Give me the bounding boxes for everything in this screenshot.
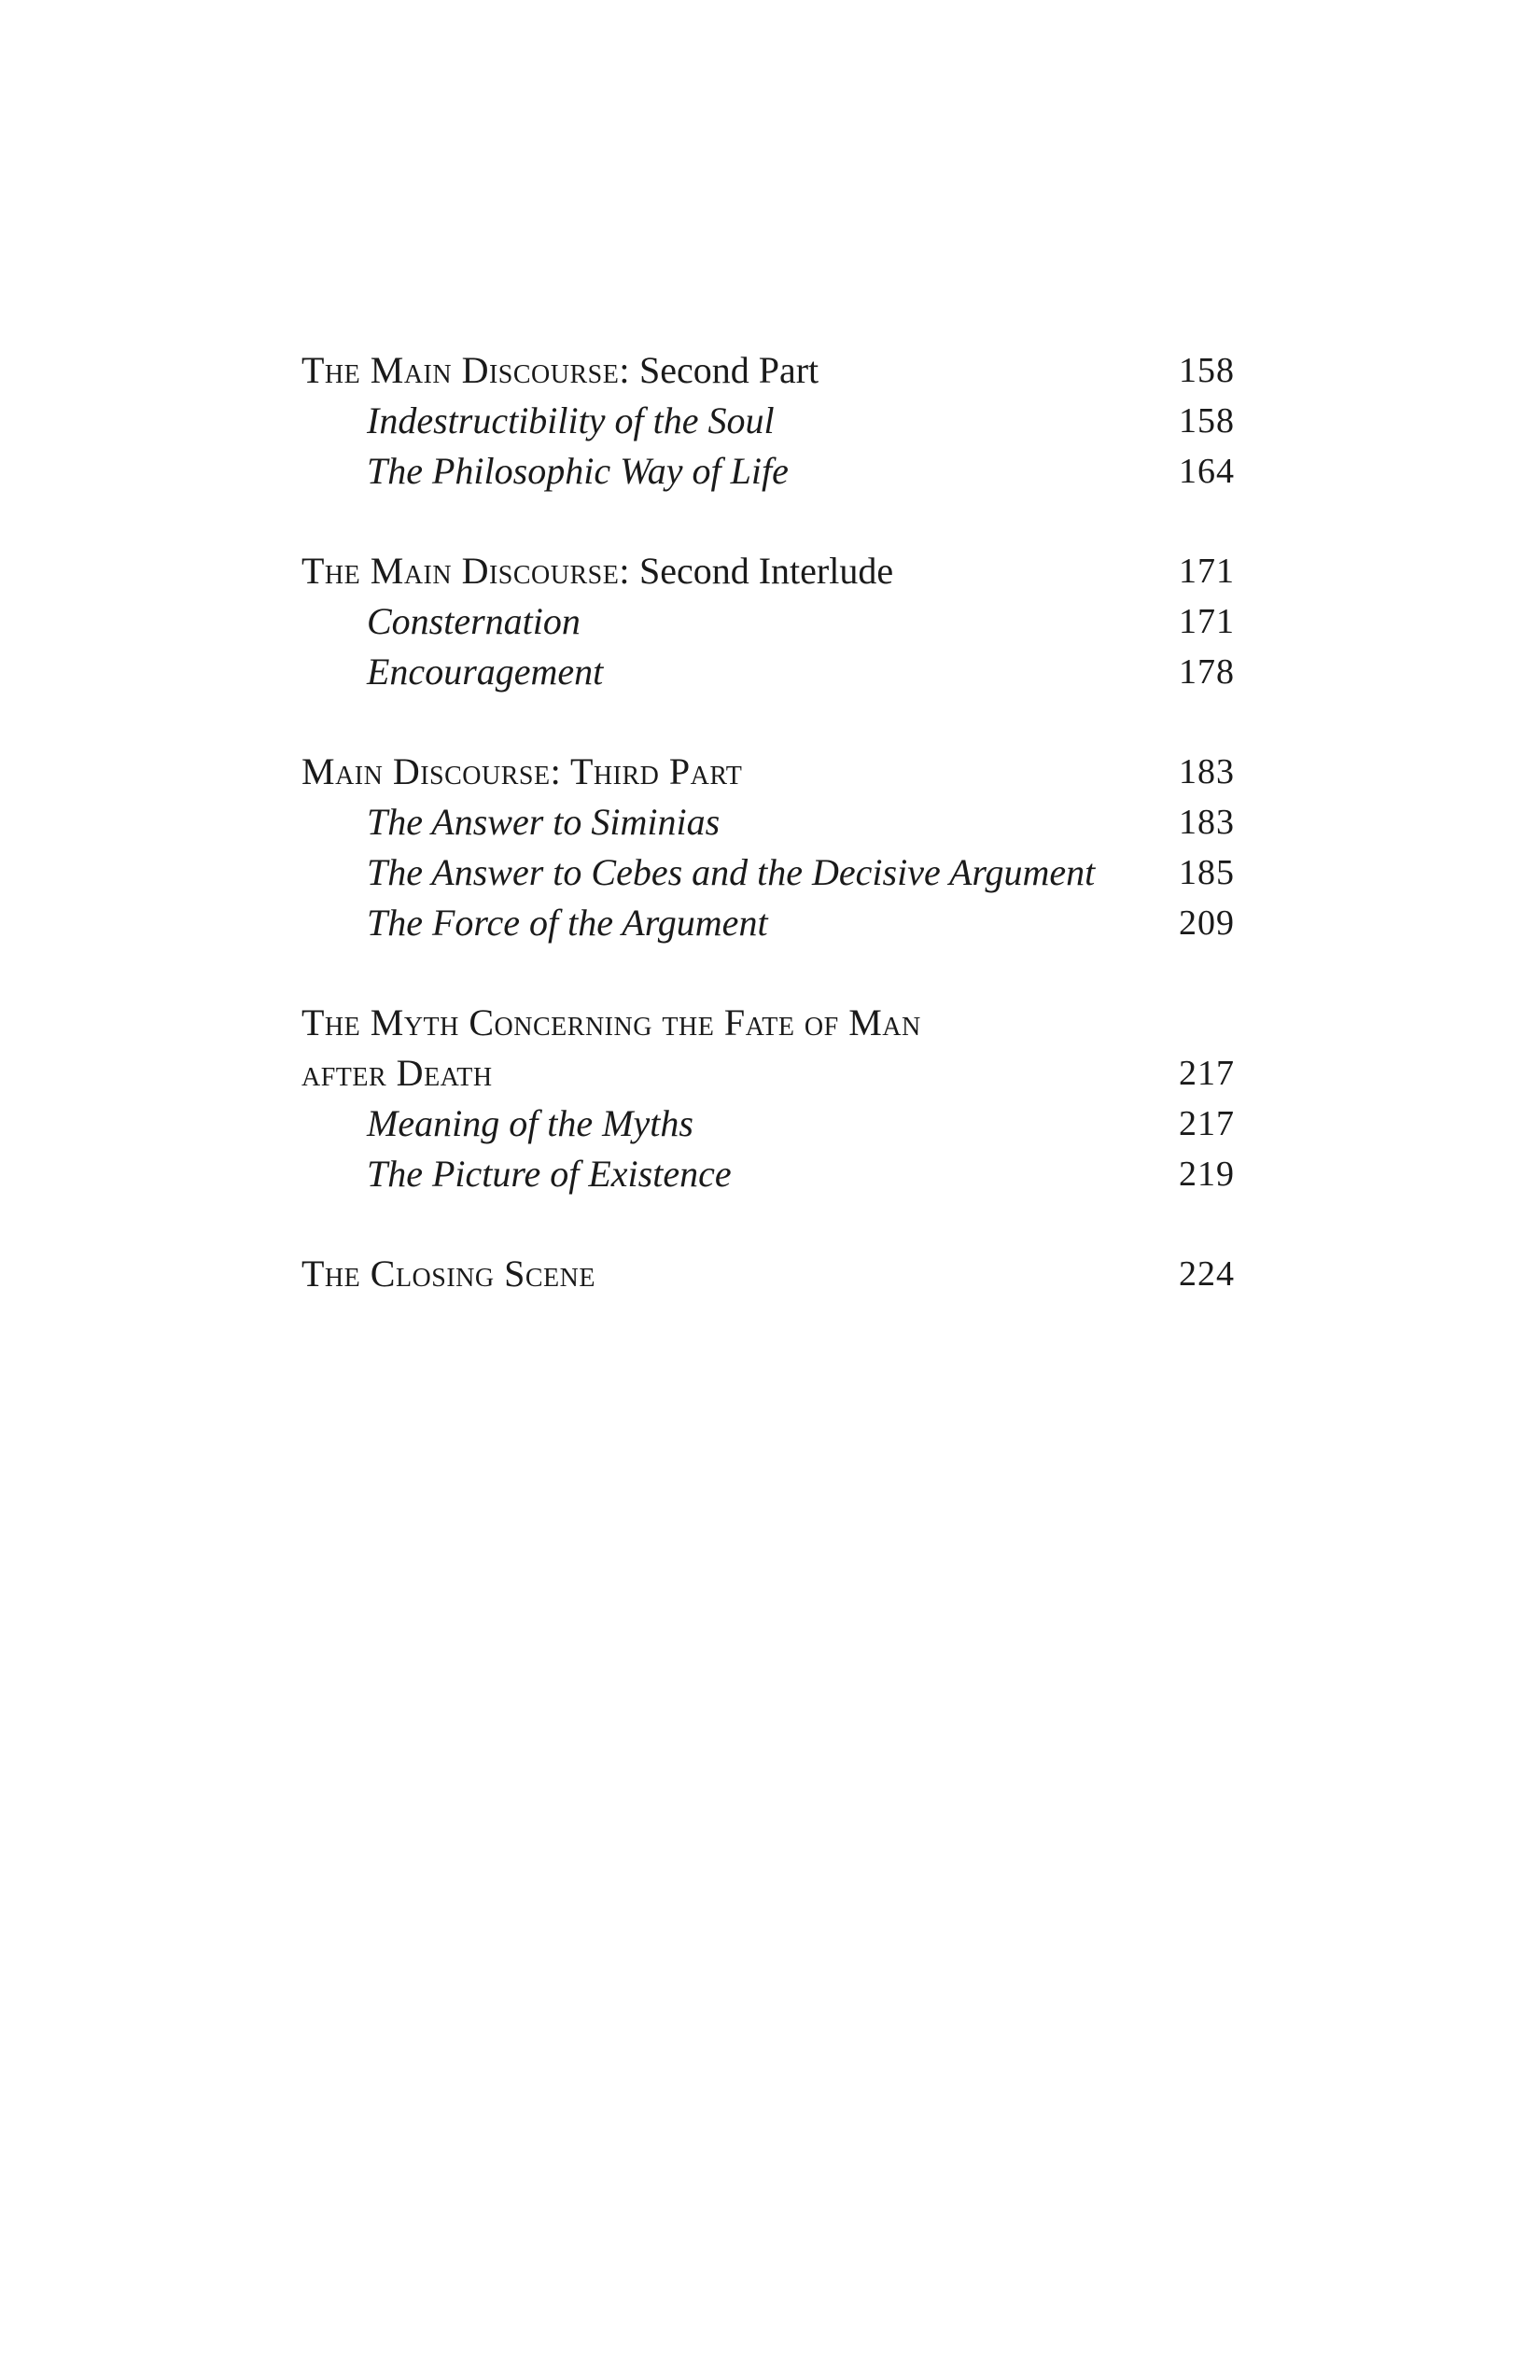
toc-subentry-title: Indestructibility of the Soul — [367, 399, 775, 441]
toc-page-number: 185 — [1179, 853, 1235, 892]
toc-entry[interactable] — [301, 1249, 1235, 1299]
toc-entry-title: The Main Discourse: Second Interlude — [301, 550, 894, 592]
toc-entry-title: Main Discourse: Third Part — [301, 750, 743, 792]
toc-entry-continuation[interactable] — [301, 1048, 1235, 1099]
toc-page-number: 209 — [1179, 903, 1235, 943]
toc-page-number: 224 — [1179, 1254, 1235, 1294]
toc-page-number: 183 — [1179, 803, 1235, 842]
toc-page-number: 171 — [1179, 602, 1235, 641]
toc-subentry[interactable] — [301, 596, 1235, 647]
toc-subentry[interactable] — [301, 396, 1235, 446]
toc-subentry[interactable] — [301, 647, 1235, 697]
toc-page-number: 171 — [1179, 552, 1235, 591]
toc-page-number: 158 — [1179, 351, 1235, 390]
toc-subentry-title: The Philosophic Way of Life — [367, 450, 789, 492]
toc-entry[interactable] — [301, 998, 1235, 1048]
toc-page-number: 217 — [1179, 1104, 1235, 1143]
toc-section — [301, 345, 1235, 497]
toc-page-number: 217 — [1179, 1054, 1235, 1093]
toc-section — [301, 747, 1235, 948]
toc-entry-title: The Closing Scene — [301, 1253, 595, 1295]
toc-subentry-title: Consternation — [367, 600, 581, 642]
toc-subentry-title: The Answer to Cebes and the Decisive Argument — [367, 851, 1096, 893]
toc-subentry[interactable] — [301, 797, 1235, 847]
toc-subentry[interactable] — [301, 1099, 1235, 1149]
toc-entry-title: The Main Discourse: Second Part — [301, 349, 819, 391]
toc-entry-title: after Death — [301, 1052, 493, 1094]
toc-page-number: 158 — [1179, 401, 1235, 441]
toc-subentry-title: The Force of the Argument — [367, 902, 768, 944]
toc-entry[interactable] — [301, 345, 1235, 396]
toc-entry-title: The Myth Concerning the Fate of Man — [301, 1001, 921, 1043]
toc-subentry[interactable] — [301, 1149, 1235, 1199]
toc-subentry[interactable] — [301, 898, 1235, 948]
toc-subentry[interactable] — [301, 847, 1235, 898]
toc-subentry-title: The Picture of Existence — [367, 1153, 732, 1195]
toc-page-number: 183 — [1179, 752, 1235, 791]
toc-subentry[interactable] — [301, 446, 1235, 497]
toc-page-number: 164 — [1179, 452, 1235, 491]
toc-subentry-title: The Answer to Siminias — [367, 801, 721, 843]
toc-subentry-title: Encouragement — [367, 651, 604, 693]
toc-page-number: 219 — [1179, 1155, 1235, 1194]
toc-subentry-title: Meaning of the Myths — [367, 1102, 693, 1144]
toc-page-number: 178 — [1179, 652, 1235, 692]
table-of-contents — [301, 345, 1235, 1349]
toc-section — [301, 1249, 1235, 1299]
toc-section — [301, 998, 1235, 1199]
toc-section — [301, 546, 1235, 697]
toc-entry[interactable] — [301, 546, 1235, 596]
toc-entry[interactable] — [301, 747, 1235, 797]
